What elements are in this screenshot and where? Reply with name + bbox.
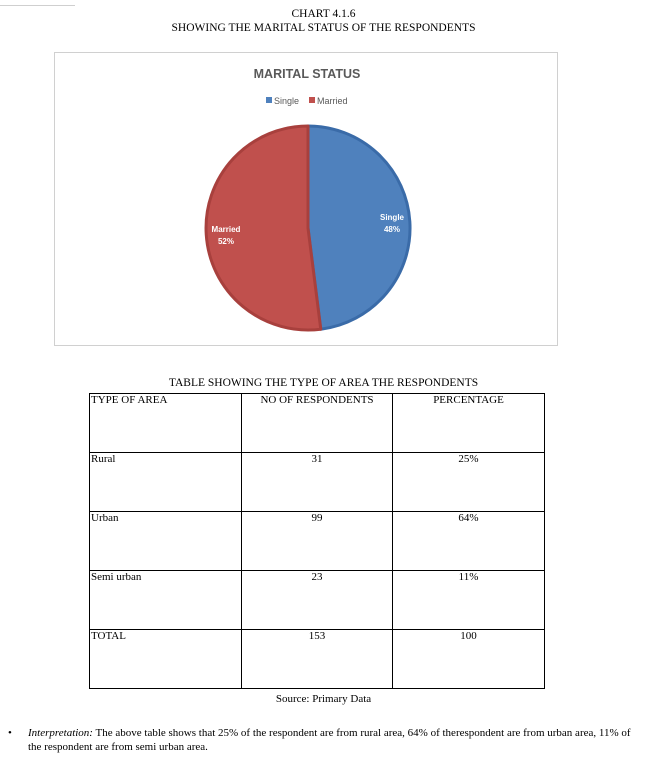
slice-label-single-name: Single (379, 213, 405, 222)
bullet-icon: • (8, 727, 12, 739)
chart-title: MARITAL STATUS (253, 67, 361, 81)
cell-percentage: 64% (393, 512, 545, 571)
header-type-of-area: TYPE OF AREA (90, 394, 242, 453)
interpretation-note (8, 726, 633, 754)
cell-respondents: 99 (242, 512, 393, 571)
area-table (89, 393, 545, 689)
header-percentage: PERCENTAGE (393, 394, 545, 453)
source-note: Source: Primary Data (275, 693, 372, 705)
cell-respondents: 23 (242, 571, 393, 630)
table-caption: TABLE SHOWING THE TYPE OF AREA THE RESPONDENTS (168, 377, 479, 389)
cell-area: Rural (90, 453, 242, 512)
legend-swatch-single (266, 97, 272, 103)
legend-label-single: Single (274, 96, 300, 106)
table-row (90, 512, 545, 571)
slice-label-married-value: 52% (217, 237, 235, 246)
interpretation-body: The above table shows that 25% of the respondent are from rural area, 64% of therespondent are from urban area, 11% of the respondent are from semi urban area. (28, 727, 631, 753)
cell-percentage: 100 (393, 630, 545, 689)
cell-percentage: 11% (393, 571, 545, 630)
pie-chart-svg (55, 53, 559, 347)
legend-label-married: Married (317, 96, 348, 106)
cell-respondents: 153 (242, 630, 393, 689)
chart-legend (266, 96, 348, 106)
header-rule (0, 0, 75, 6)
cell-percentage: 25% (393, 453, 545, 512)
table-header-row (90, 394, 545, 453)
table-row (90, 453, 545, 512)
pie-chart (54, 52, 558, 346)
slice-label-single-value: 48% (383, 225, 401, 234)
interpretation-text (28, 726, 633, 754)
chart-number: CHART 4.1.6 (291, 8, 356, 20)
cell-area: Semi urban (90, 571, 242, 630)
legend-swatch-married (309, 97, 315, 103)
interpretation-label: Interpretation: (28, 727, 93, 739)
cell-area: TOTAL (90, 630, 242, 689)
table-row (90, 571, 545, 630)
cell-area: Urban (90, 512, 242, 571)
cell-respondents: 31 (242, 453, 393, 512)
table-total-row (90, 630, 545, 689)
header-no-of-respondents: NO OF RESPONDENTS (242, 394, 393, 453)
chart-caption: SHOWING THE MARITAL STATUS OF THE RESPONDENTS (171, 22, 476, 34)
slice-label-married-name: Married (211, 225, 241, 234)
